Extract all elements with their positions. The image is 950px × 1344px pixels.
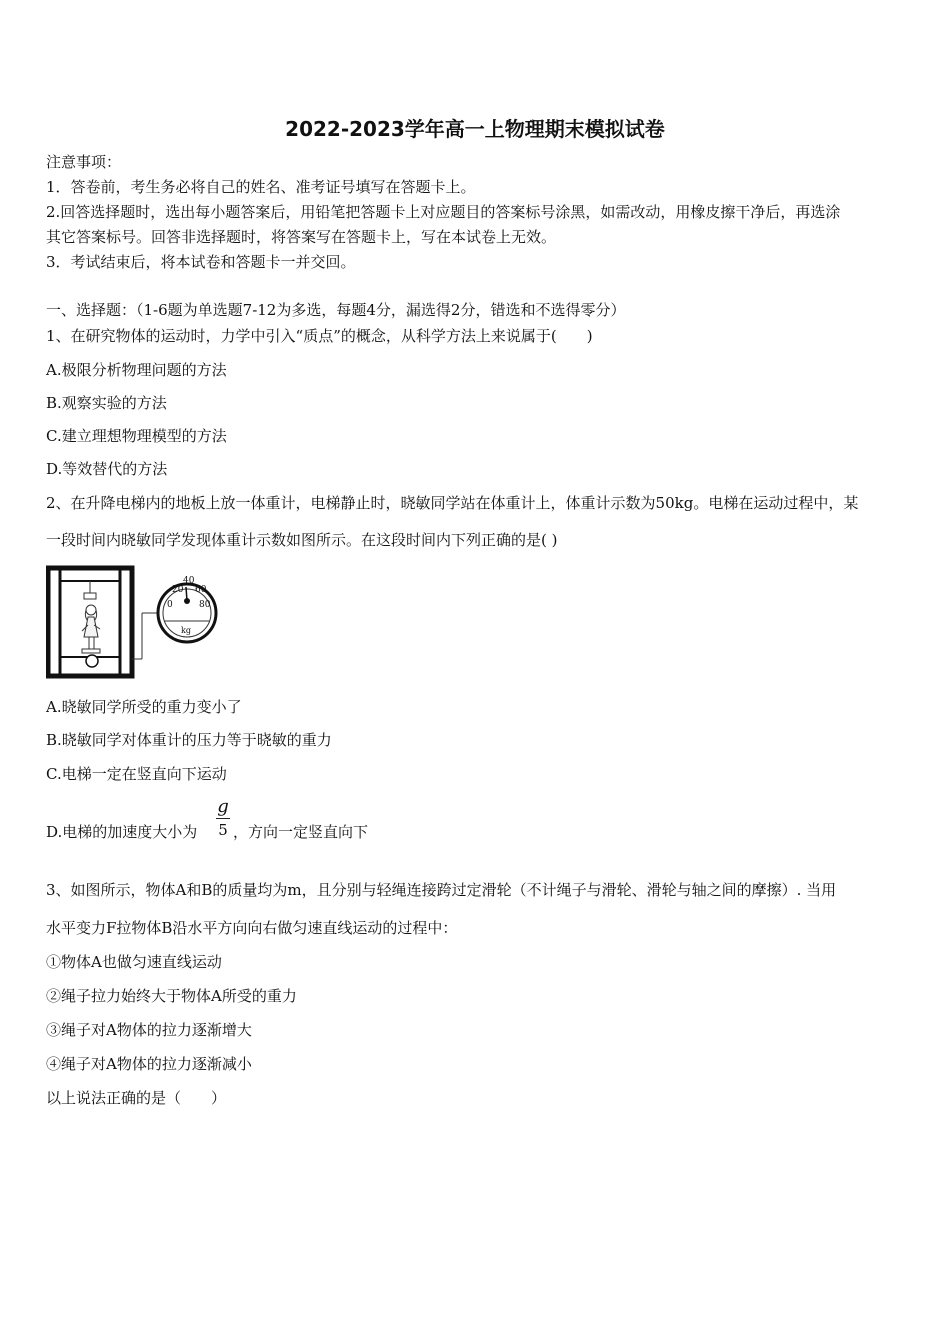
notice-heading: 注意事项：	[46, 153, 122, 171]
notice-item-2: 2.回答选择题时，选出每小题答案后，用铅笔把答题卡上对应题目的答案标号涂黑，如需改动，用橡皮擦干净后，再选涂	[46, 203, 841, 221]
q1-option-b: B.观察实验的方法	[46, 394, 167, 412]
fraction-g-over-5	[216, 798, 230, 839]
q3-stem-line1: 3、如图所示，物体A和B的质量均为m，且分别与轻绳连接跨过定滑轮（不计绳子与滑轮、滑轮与轴之间的摩擦）. 当用	[46, 881, 837, 899]
tick-20: 20	[172, 585, 184, 595]
q3-statement-4: ④绳子对A物体的拉力逐渐减小	[46, 1055, 252, 1073]
exam-title: 2022-2023学年高一上物理期末模拟试卷	[285, 117, 665, 141]
q3-stem-line2: 水平变力F拉物体B沿水平方向向右做匀速直线运动的过程中：	[46, 919, 458, 937]
q1-option-a: A.极限分析物理问题的方法	[46, 361, 227, 379]
q1-option-d: D.等效替代的方法	[46, 460, 168, 478]
notice-item-1: 1．答卷前，考生务必将自己的姓名、准考证号填写在答题卡上。	[46, 178, 476, 196]
tick-60: 60	[195, 585, 207, 595]
scale-base-icon	[86, 655, 98, 667]
tick-80: 80	[199, 600, 211, 610]
fraction-bar	[216, 818, 230, 819]
fraction-numerator: g	[217, 796, 229, 817]
q3-statement-1: ①物体A也做匀速直线运动	[46, 953, 222, 971]
lamp-icon	[84, 593, 96, 599]
notice-item-2-cont: 其它答案标号。回答非选择题时，将答案写在答题卡上，写在本试卷上无效。	[46, 228, 557, 246]
q2-option-c: C.电梯一定在竖直向下运动	[46, 765, 227, 783]
q2-option-d-suffix: ，方向一定竖直向下	[233, 823, 369, 841]
q2-option-b: B.晓敏同学对体重计的压力等于晓敏的重力	[46, 731, 332, 749]
q2-stem-line2: 一段时间内晓敏同学发现体重计示数如图所示。在这段时间内下列正确的是( )	[46, 531, 558, 549]
needle-pivot	[184, 598, 190, 604]
unit-label: kg	[181, 626, 191, 635]
notice-item-3: 3．考试结束后，将本试卷和答题卡一并交回。	[46, 253, 356, 271]
q2-option-d-prefix: D.电梯的加速度大小为	[46, 823, 198, 841]
q3-statement-3: ③绳子对A物体的拉力逐渐增大	[46, 1021, 252, 1039]
q3-prompt: 以上说法正确的是（ ）	[46, 1089, 227, 1107]
section-heading: 一、选择题：（1-6题为单选题7-12为多选，每题4分，漏选得2分，错选和不选得零分）	[46, 301, 626, 319]
q1-option-c: C.建立理想物理模型的方法	[46, 427, 227, 445]
fraction-denominator: 5	[218, 821, 228, 839]
tick-0: 0	[167, 600, 173, 610]
q3-statement-2: ②绳子拉力始终大于物体A所受的重力	[46, 987, 297, 1005]
q2-option-a: A.晓敏同学所受的重力变小了	[46, 698, 242, 716]
elevator-scale-figure	[46, 565, 221, 680]
scale-platform	[82, 649, 100, 653]
q1-stem: 1、在研究物体的运动时，力学中引入“质点”的概念，从科学方法上来说属于( )	[46, 327, 593, 345]
tick-40: 40	[183, 576, 195, 586]
q2-stem-line1: 2、在升降电梯内的地板上放一体重计，电梯静止时，晓敏同学站在体重计上，体重计示数为50kg。电梯在运动过程中，某	[46, 494, 859, 512]
